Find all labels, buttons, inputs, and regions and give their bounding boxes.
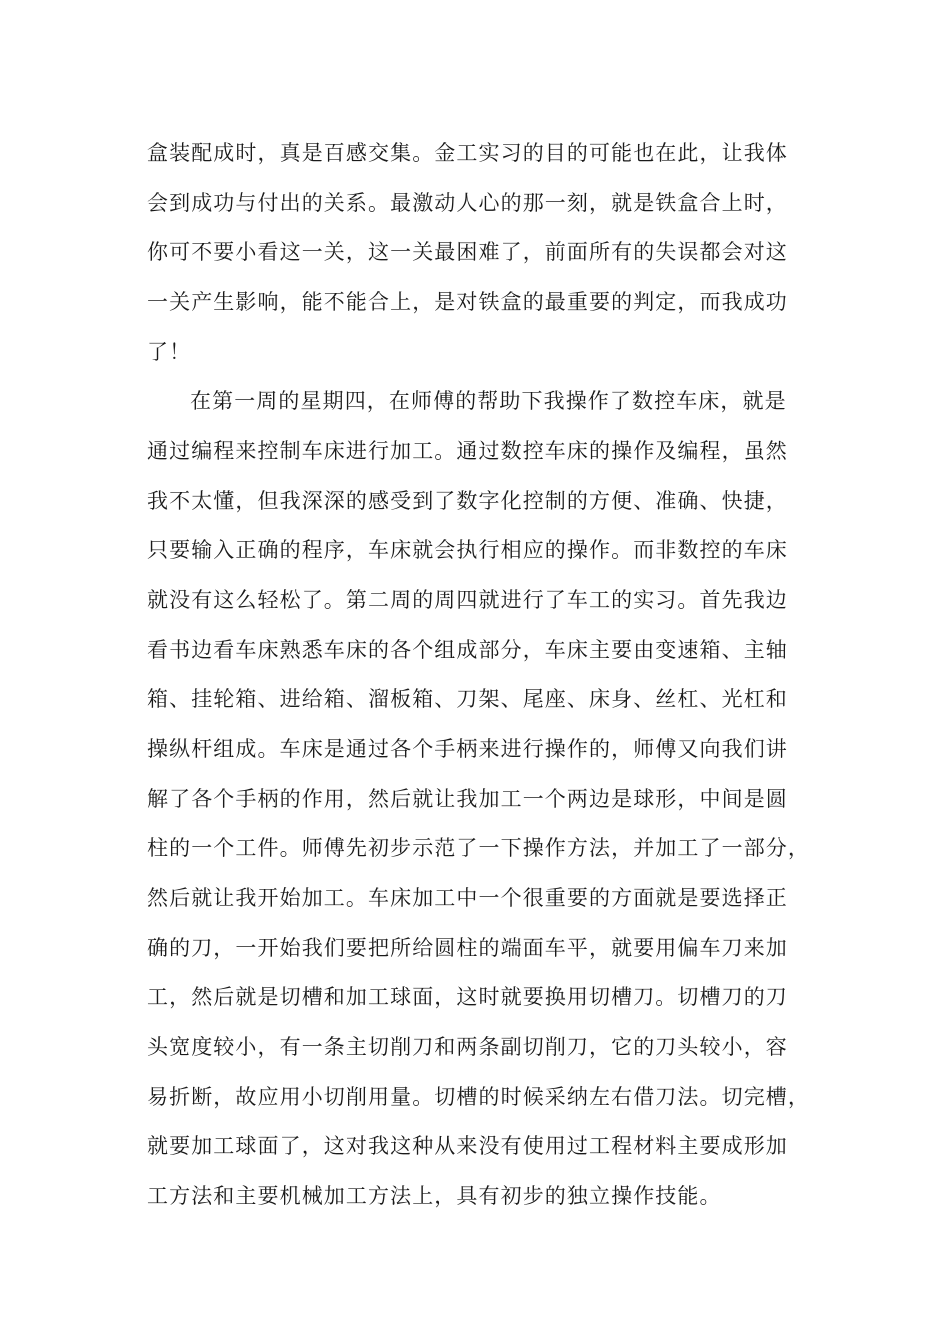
text-line: 你可不要小看这一关，这一关最困难了，前面所有的失误都会对这	[147, 240, 788, 264]
text-line: 易折断，故应用小切削用量。切槽的时候采纳左右借刀法。切完槽，	[147, 1085, 810, 1109]
text-line: 就没有这么轻松了。第二周的周四就进行了车工的实习。首先我边	[147, 588, 788, 612]
text-line: 柱的一个工件。师傅先初步示范了一下操作方法，并加工了一部分，	[147, 836, 810, 860]
text-line: 了！	[147, 340, 192, 364]
text-line: 只要输入正确的程序，车床就会执行相应的操作。而非数控的车床	[147, 538, 788, 562]
text-line: 看书边看车床熟悉车床的各个组成部分，车床主要由变速箱、主轴	[147, 638, 788, 662]
text-line: 工，然后就是切槽和加工球面，这时就要换用切槽刀。切槽刀的刀	[147, 985, 788, 1009]
text-line: 工方法和主要机械加工方法上，具有初步的独立操作技能。	[147, 1184, 722, 1208]
text-line: 箱、挂轮箱、进给箱、溜板箱、刀架、尾座、床身、丝杠、光杠和	[147, 687, 788, 711]
text-line: 就要加工球面了，这对我这种从来没有使用过工程材料主要成形加	[147, 1134, 788, 1158]
text-line: 盒装配成时，真是百感交集。金工实习的目的可能也在此，让我体	[147, 141, 788, 165]
text-line: 解了各个手柄的作用，然后就让我加工一个两边是球形，中间是圆	[147, 787, 788, 811]
text-line: 我不太懂，但我深深的感受到了数字化控制的方便、准确、快捷，	[147, 489, 788, 513]
text-line: 确的刀，一开始我们要把所给圆柱的端面车平，就要用偏车刀来加	[147, 936, 788, 960]
text-line: 头宽度较小，有一条主切削刀和两条副切削刀，它的刀头较小，容	[147, 1035, 788, 1059]
text-line: 然后就让我开始加工。车床加工中一个很重要的方面就是要选择正	[147, 886, 788, 910]
text-line: 在第一周的星期四，在师傅的帮助下我操作了数控车床，就是	[190, 389, 787, 413]
text-line: 通过编程来控制车床进行加工。通过数控车床的操作及编程，虽然	[147, 439, 788, 463]
text-line: 一关产生影响，能不能合上，是对铁盒的最重要的判定，而我成功	[147, 290, 788, 314]
text-line: 会到成功与付出的关系。最激动人心的那一刻，就是铁盒合上时，	[147, 191, 788, 215]
text-line: 操纵杆组成。车床是通过各个手柄来进行操作的，师傅又向我们讲	[147, 737, 788, 761]
